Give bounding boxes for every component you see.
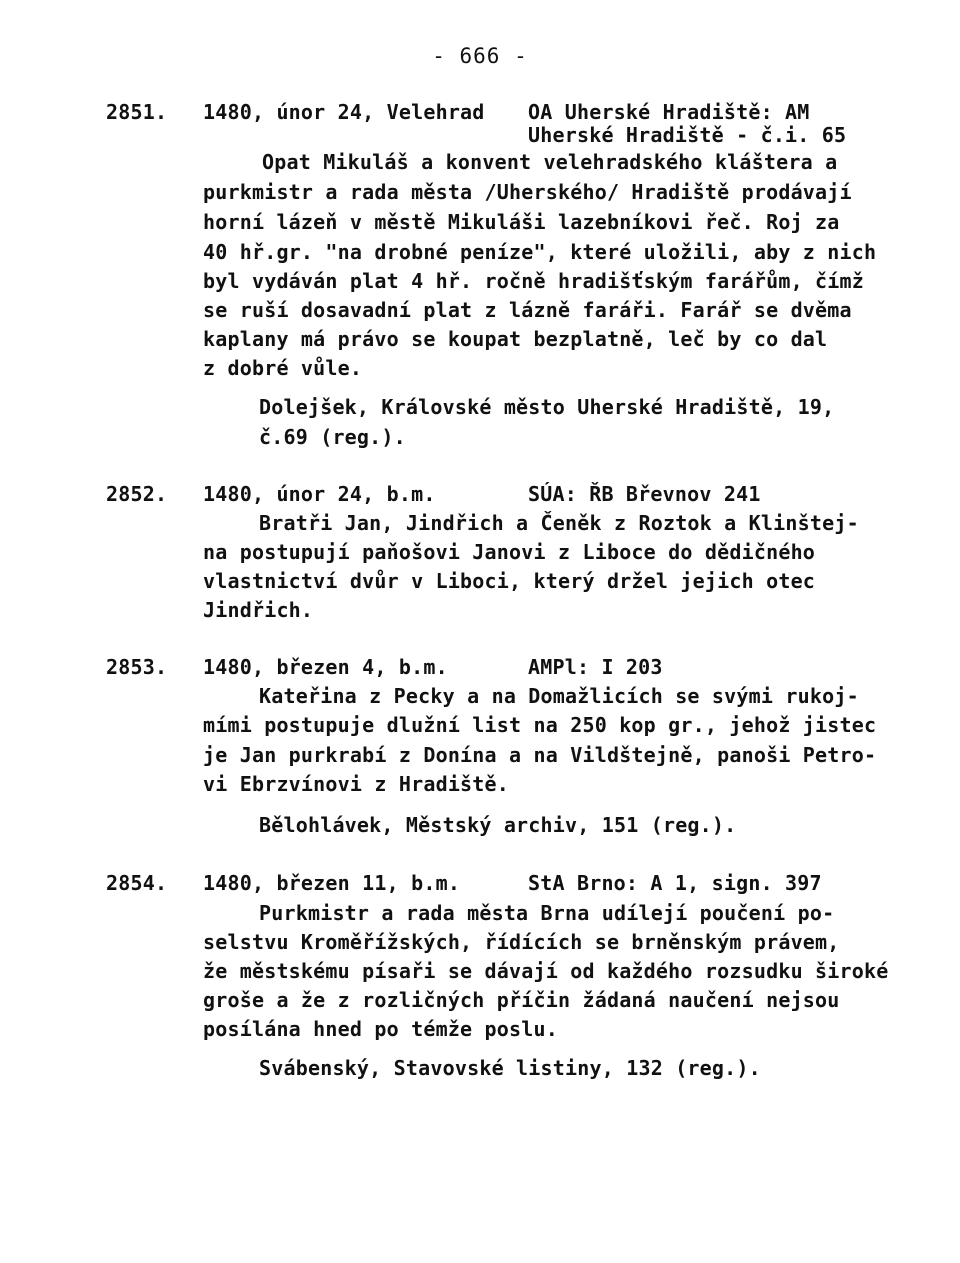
- entry-date-place: 1480, únor 24, b.m.: [203, 482, 436, 506]
- entry-number: 2853.: [106, 655, 168, 679]
- entry-source: AMPl: I 203: [528, 655, 663, 679]
- entry-text-line: Opat Mikuláš a konvent velehradského kláštera a: [262, 150, 838, 174]
- entry-date-place: 1480, březen 11, b.m.: [203, 871, 461, 895]
- entry-text-line: vi Ebrzvínovi z Hradiště.: [203, 772, 510, 796]
- entry-text-line: z dobré vůle.: [203, 356, 363, 380]
- entry-date-place: 1480, únor 24, Velehrad: [203, 100, 485, 124]
- entry-reference: Svábenský, Stavovské listiny, 132 (reg.).: [259, 1056, 761, 1080]
- entry-text-line: Jindřich.: [203, 598, 314, 622]
- entry-reference: Dolejšek, Královské město Uherské Hradiště, 19,: [259, 395, 835, 419]
- entry-source: StA Brno: A 1, sign. 397: [528, 871, 822, 895]
- entry-text-line: horní lázeň v městě Mikuláši lazebníkovi řeč. Roj za: [203, 210, 840, 234]
- entry-text-line: posílána hned po témže poslu.: [203, 1017, 558, 1041]
- entry-text-line: na postupují paňošovi Janovi z Liboce do dědičného: [203, 540, 816, 564]
- entry-text-line: mími postupuje dlužní list na 250 kop gr., jehož jistec: [203, 713, 877, 737]
- entry-text-line: je Jan purkrabí z Donína a na Vildštejně, panoši Petro-: [203, 743, 877, 767]
- entry-text-line: purkmistr a rada města /Uherského/ Hradiště prodávají: [203, 180, 852, 204]
- page-number: - 666 -: [432, 44, 528, 68]
- entry-source-continued: Uherské Hradiště - č.i. 65: [528, 123, 847, 147]
- entry-text-line: Purkmistr a rada města Brna udílejí poučení po-: [259, 901, 835, 925]
- entry-date-place: 1480, březen 4, b.m.: [203, 655, 448, 679]
- entry-source: OA Uherské Hradiště: AM: [528, 100, 810, 124]
- entry-number: 2854.: [106, 871, 168, 895]
- entry-text-line: selstvu Kroměřížských, řídících se brněnským právem,: [203, 930, 840, 954]
- entry-text-line: 40 hř.gr. "na drobné peníze", které uložili, aby z nich: [203, 240, 877, 264]
- entry-text-line: kaplany má právo se koupat bezplatně, leč by co dal: [203, 327, 828, 351]
- entry-text-line: Kateřina z Pecky a na Domažlicích se svými rukoj-: [259, 684, 859, 708]
- entry-text-line: Bratři Jan, Jindřich a Čeněk z Roztok a Klinštej-: [259, 511, 859, 535]
- entry-text-line: vlastnictví dvůr v Liboci, který držel jejich otec: [203, 569, 816, 593]
- entry-text-line: groše a že z rozličných příčin žádaná naučení nejsou: [203, 988, 840, 1012]
- entry-text-line: že městskému písaři se dávají od každého rozsudku široké: [203, 959, 889, 983]
- entry-text-line: byl vydáván plat 4 hř. ročně hradišťským farářům, čímž: [203, 269, 865, 293]
- entry-reference: Bělohlávek, Městský archiv, 151 (reg.).: [259, 813, 737, 837]
- entry-source: SÚA: ŘB Břevnov 241: [528, 482, 761, 506]
- entry-text-line: se ruší dosavadní plat z lázně faráři. Farář se dvěma: [203, 298, 852, 322]
- entry-number: 2852.: [106, 482, 168, 506]
- entry-reference-continued: č.69 (reg.).: [259, 425, 406, 449]
- entry-number: 2851.: [106, 100, 168, 124]
